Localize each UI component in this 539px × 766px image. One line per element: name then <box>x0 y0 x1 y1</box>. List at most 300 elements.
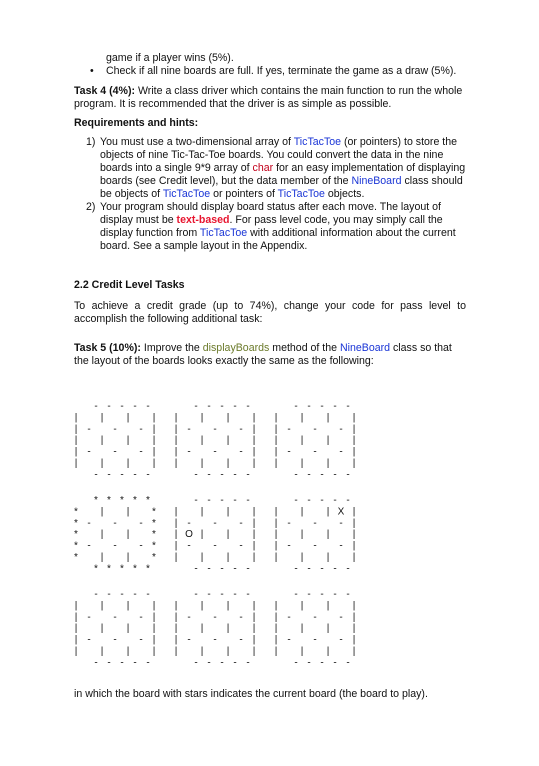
board-cell-pipe: | <box>126 552 130 563</box>
bullet-dot: • <box>90 65 94 77</box>
board-cell-pipe: | <box>126 435 130 447</box>
board-edge-pipe: | <box>352 412 356 424</box>
board-cell-pipe: | <box>300 529 304 541</box>
board-border-dash: - <box>320 401 324 412</box>
board-separator-dash: - <box>87 446 91 458</box>
task5-paragraph <box>74 342 466 368</box>
board-border-dash: - <box>207 469 211 481</box>
board-separator-dash: - <box>139 446 143 458</box>
section-heading: 2.2 Credit Level Tasks <box>74 279 185 291</box>
board-edge-pipe: | <box>74 600 78 612</box>
board-border-dash: - <box>220 589 224 600</box>
class-name-tictactoe: TicTacToe <box>162 188 211 200</box>
current-board-star: * <box>133 563 137 575</box>
current-board-star: * <box>152 529 156 541</box>
board-border-dash: - <box>207 401 211 412</box>
board-separator-dash: - <box>239 634 243 646</box>
board-edge-pipe: | <box>74 423 78 435</box>
board-edge-pipe: | <box>252 458 256 469</box>
board-cell-pipe: | <box>200 646 204 657</box>
board-separator-dash: - <box>139 611 143 623</box>
nine-board-layout-svg <box>74 400 466 682</box>
current-board-star: * <box>74 540 78 552</box>
task4-title: Task 4 (4%): <box>74 85 136 97</box>
board-separator-dash: - <box>187 540 191 552</box>
board-edge-pipe: | <box>352 458 356 469</box>
board-edge-pipe: | <box>352 423 356 435</box>
board-edge-pipe: | <box>174 423 178 435</box>
board-border-dash: - <box>107 469 111 481</box>
board-edge-pipe: | <box>274 458 278 469</box>
board-separator-dash: - <box>287 540 291 552</box>
board-cell-pipe: | <box>226 435 230 447</box>
board-edge-pipe: | <box>152 435 156 447</box>
board-cell-pipe: | <box>100 623 104 635</box>
board-border-dash: - <box>194 563 198 575</box>
board-edge-pipe: | <box>152 611 156 623</box>
task5-text: method of the <box>269 342 340 354</box>
board-separator-dash: - <box>339 540 343 552</box>
board-separator-dash: - <box>139 540 143 552</box>
board-border-dash: - <box>133 469 137 481</box>
current-board-star: * <box>74 552 78 563</box>
document-body <box>74 52 466 368</box>
requirement-number: 1) <box>86 136 96 148</box>
board-separator-dash: - <box>87 423 91 435</box>
board-edge-pipe: | <box>252 506 256 518</box>
current-board-star: * <box>133 495 137 506</box>
board-cell-pipe: | <box>126 506 130 518</box>
board-cell-pipe: | <box>126 623 130 635</box>
board-separator-dash: - <box>213 540 217 552</box>
board-separator-dash: - <box>287 634 291 646</box>
board-border-dash: - <box>246 469 250 481</box>
requirement-item-1 <box>74 136 466 201</box>
board-separator-dash: - <box>113 634 117 646</box>
board-cell-pipe: | <box>226 529 230 541</box>
board-cell-pipe: | <box>126 458 130 469</box>
current-board-star: * <box>152 540 156 552</box>
board-edge-pipe: | <box>274 646 278 657</box>
board-edge-pipe: | <box>274 517 278 529</box>
req-text: or pointers of <box>210 188 278 200</box>
task5-text: class so that the layout of the boards looks exactly the same as the following: <box>74 342 452 367</box>
current-board-star: * <box>120 495 124 506</box>
board-border-dash: - <box>294 657 298 669</box>
board-cell-pipe: | <box>300 552 304 563</box>
board-border-dash: - <box>307 657 311 669</box>
board-cell-pipe: | <box>100 435 104 447</box>
board-separator-dash: - <box>313 540 317 552</box>
board-border-dash: - <box>194 657 198 669</box>
req-text: Your program should display board status after each move. The layout of display must be <box>100 201 441 226</box>
board-border-dash: - <box>94 589 98 600</box>
board-edge-pipe: | <box>152 623 156 635</box>
board-border-dash: - <box>307 563 311 575</box>
board-edge-pipe: | <box>274 634 278 646</box>
bullet-item <box>74 52 466 65</box>
board-border-dash: - <box>133 657 137 669</box>
current-board-star: * <box>146 563 150 575</box>
board-cell-pipe: | <box>226 412 230 424</box>
board-edge-pipe: | <box>174 552 178 563</box>
board-separator-dash: - <box>213 611 217 623</box>
requirement-number: 2) <box>86 201 96 213</box>
board-border-dash: - <box>346 563 350 575</box>
board-border-dash: - <box>233 495 237 506</box>
board-border-dash: - <box>294 589 298 600</box>
board-edge-pipe: | <box>74 446 78 458</box>
req-text: for an easy implementation of displaying boards (see Credit level), but the data member of the <box>100 162 466 187</box>
board-cell-pipe: | <box>326 600 330 612</box>
board-cell-pipe: | <box>100 646 104 657</box>
board-edge-pipe: | <box>274 552 278 563</box>
board-cell-pipe: | <box>326 506 330 518</box>
board-border-dash: - <box>346 495 350 506</box>
class-name-tictactoe: TicTacToe <box>199 227 248 239</box>
board-separator-dash: - <box>87 611 91 623</box>
board-edge-pipe: | <box>174 600 178 612</box>
board-separator-dash: - <box>313 611 317 623</box>
board-separator-dash: - <box>287 446 291 458</box>
board-separator-dash: - <box>313 517 317 529</box>
board-edge-pipe: | <box>274 435 278 447</box>
requirements-heading: Requirements and hints: <box>74 117 199 129</box>
req-text: . For pass level code, you may simply call the display function from <box>100 214 443 239</box>
board-edge-pipe: | <box>174 634 178 646</box>
board-cell-pipe: | <box>300 623 304 635</box>
board-border-dash: - <box>246 589 250 600</box>
board-edge-pipe: | <box>174 529 178 541</box>
board-edge-pipe: | <box>352 611 356 623</box>
bullet-text: game if a player wins (5%). <box>106 52 234 64</box>
board-border-dash: - <box>346 657 350 669</box>
board-separator-dash: - <box>313 634 317 646</box>
board-edge-pipe: | <box>174 412 178 424</box>
board-separator-dash: - <box>339 634 343 646</box>
board-border-dash: - <box>294 469 298 481</box>
board-edge-pipe: | <box>352 446 356 458</box>
board-border-dash: - <box>220 401 224 412</box>
board-cell-pipe: | <box>300 646 304 657</box>
footer-text: in which the board with stars indicates the current board (the board to play). <box>74 688 428 700</box>
board-separator-dash: - <box>239 611 243 623</box>
board-cell-pipe: | <box>326 435 330 447</box>
board-border-dash: - <box>194 401 198 412</box>
board-border-dash: - <box>346 469 350 481</box>
board-cell-pipe: | <box>100 506 104 518</box>
board-separator-dash: - <box>187 634 191 646</box>
board-cell-pipe: | <box>200 552 204 563</box>
board-cell-pipe: | <box>226 646 230 657</box>
board-edge-pipe: | <box>252 600 256 612</box>
board-separator-dash: - <box>113 611 117 623</box>
board-separator-dash: - <box>287 611 291 623</box>
board-cell-pipe: | <box>326 458 330 469</box>
current-board-star: * <box>146 495 150 506</box>
board-edge-pipe: | <box>252 611 256 623</box>
current-board-star: * <box>94 495 98 506</box>
board-border-dash: - <box>120 401 124 412</box>
req-text: (or pointers) to store the objects of nine Tic-Tac-Toe boards. You could convert the data in the nine boards into a single 9*9 array of <box>100 136 458 174</box>
board-border-dash: - <box>194 469 198 481</box>
type-char: char <box>252 162 274 174</box>
board-cell-pipe: | <box>126 412 130 424</box>
board-border-dash: - <box>246 563 250 575</box>
board-border-dash: - <box>220 495 224 506</box>
bullet-text: Check if all nine boards are full. If yes, terminate the game as a draw (5%). <box>106 65 457 77</box>
current-board-star: * <box>120 563 124 575</box>
board-cell-pipe: | <box>200 600 204 612</box>
board-border-dash: - <box>333 469 337 481</box>
board-cell-pipe: | <box>200 506 204 518</box>
board-separator-dash: - <box>313 446 317 458</box>
board-separator-dash: - <box>87 634 91 646</box>
board-edge-pipe: | <box>152 412 156 424</box>
board-separator-dash: - <box>239 540 243 552</box>
board-separator-dash: - <box>139 423 143 435</box>
current-board-star: * <box>74 529 78 541</box>
current-board-star: * <box>152 506 156 518</box>
board-cell-pipe: | <box>100 412 104 424</box>
board-cell-pipe: | <box>100 600 104 612</box>
board-cell-pipe: | <box>200 435 204 447</box>
method-name-displayboards: displayBoards <box>202 342 270 354</box>
current-board-star: * <box>152 517 156 529</box>
board-border-dash: - <box>233 401 237 412</box>
board-edge-pipe: | <box>274 506 278 518</box>
board-edge-pipe: | <box>252 623 256 635</box>
board-edge-pipe: | <box>74 412 78 424</box>
board-separator-dash: - <box>239 517 243 529</box>
board-border-dash: - <box>320 657 324 669</box>
board-separator-dash: - <box>113 540 117 552</box>
board-edge-pipe: | <box>352 517 356 529</box>
board-border-dash: - <box>220 469 224 481</box>
task4-paragraph <box>74 85 466 111</box>
board-separator-dash: - <box>187 423 191 435</box>
board-cell-pipe: | <box>300 412 304 424</box>
board-separator-dash: - <box>287 423 291 435</box>
board-cell-pipe: | <box>226 623 230 635</box>
req-text: You must use a two-dimensional array of <box>100 136 294 148</box>
board-edge-pipe: | <box>174 540 178 552</box>
board-edge-pipe: | <box>252 634 256 646</box>
req-text: with additional information about the current board. See a sample layout in the Appendix. <box>100 227 456 252</box>
current-board-star: * <box>94 563 98 575</box>
board-border-dash: - <box>333 563 337 575</box>
board-edge-pipe: | <box>252 529 256 541</box>
board-separator-dash: - <box>213 634 217 646</box>
board-edge-pipe: | <box>274 623 278 635</box>
board-edge-pipe: | <box>252 412 256 424</box>
board-border-dash: - <box>233 563 237 575</box>
board-cell-pipe: | <box>126 646 130 657</box>
board-cell-pipe: | <box>200 458 204 469</box>
board-edge-pipe: | <box>152 646 156 657</box>
board-edge-pipe: | <box>174 458 178 469</box>
board-border-dash: - <box>194 495 198 506</box>
credit-intro: To achieve a credit grade (up to 74%), change your code for pass level to accomplish the following additional task: <box>74 300 466 325</box>
board-mark: X <box>337 506 345 518</box>
board-cell-pipe: | <box>100 552 104 563</box>
board-edge-pipe: | <box>274 446 278 458</box>
board-edge-pipe: | <box>274 611 278 623</box>
board-border-dash: - <box>307 495 311 506</box>
board-border-dash: - <box>333 401 337 412</box>
req-text: objects. <box>324 188 365 200</box>
board-cell-pipe: | <box>100 529 104 541</box>
board-cell-pipe: | <box>126 600 130 612</box>
board-cell-pipe: | <box>226 600 230 612</box>
board-edge-pipe: | <box>352 529 356 541</box>
board-edge-pipe: | <box>252 552 256 563</box>
board-cell-pipe: | <box>226 506 230 518</box>
board-border-dash: - <box>307 469 311 481</box>
board-cell-pipe: | <box>326 552 330 563</box>
board-border-dash: - <box>207 495 211 506</box>
board-border-dash: - <box>246 401 250 412</box>
board-border-dash: - <box>94 657 98 669</box>
board-separator-dash: - <box>113 517 117 529</box>
board-border-dash: - <box>120 657 124 669</box>
board-separator-dash: - <box>187 446 191 458</box>
board-border-dash: - <box>233 469 237 481</box>
board-cell-pipe: | <box>326 646 330 657</box>
board-cell-pipe: | <box>300 600 304 612</box>
board-border-dash: - <box>146 589 150 600</box>
board-border-dash: - <box>333 589 337 600</box>
board-border-dash: - <box>194 589 198 600</box>
board-border-dash: - <box>320 563 324 575</box>
board-cell-pipe: | <box>300 506 304 518</box>
board-edge-pipe: | <box>274 540 278 552</box>
board-edge-pipe: | <box>352 634 356 646</box>
requirement-item-2 <box>74 201 466 253</box>
board-border-dash: - <box>107 657 111 669</box>
board-border-dash: - <box>120 589 124 600</box>
nine-board-layout <box>74 400 466 682</box>
board-border-dash: - <box>307 589 311 600</box>
current-board-star: * <box>152 552 156 563</box>
current-board-star: * <box>74 517 78 529</box>
board-separator-dash: - <box>213 446 217 458</box>
board-border-dash: - <box>307 401 311 412</box>
board-cell-pipe: | <box>326 529 330 541</box>
board-separator-dash: - <box>187 611 191 623</box>
board-border-dash: - <box>207 657 211 669</box>
board-cell-pipe: | <box>226 458 230 469</box>
board-edge-pipe: | <box>74 458 78 469</box>
board-edge-pipe: | <box>174 446 178 458</box>
board-edge-pipe: | <box>252 540 256 552</box>
board-edge-pipe: | <box>252 517 256 529</box>
board-separator-dash: - <box>239 423 243 435</box>
board-border-dash: - <box>207 589 211 600</box>
board-border-dash: - <box>146 401 150 412</box>
board-border-dash: - <box>94 469 98 481</box>
board-edge-pipe: | <box>352 623 356 635</box>
board-edge-pipe: | <box>74 611 78 623</box>
board-separator-dash: - <box>339 423 343 435</box>
board-border-dash: - <box>246 657 250 669</box>
board-border-dash: - <box>246 495 250 506</box>
board-separator-dash: - <box>139 517 143 529</box>
board-border-dash: - <box>320 589 324 600</box>
class-name-tictactoe: TicTacToe <box>277 188 325 200</box>
board-border-dash: - <box>294 401 298 412</box>
board-edge-pipe: | <box>174 435 178 447</box>
current-board-star: * <box>74 506 78 518</box>
board-edge-pipe: | <box>252 446 256 458</box>
req-text: class should be objects of <box>100 175 463 200</box>
board-edge-pipe: | <box>252 435 256 447</box>
board-cell-pipe: | <box>200 412 204 424</box>
task5-text: Improve the <box>140 342 203 354</box>
board-edge-pipe: | <box>152 446 156 458</box>
board-edge-pipe: | <box>152 458 156 469</box>
board-edge-pipe: | <box>74 646 78 657</box>
board-edge-pipe: | <box>152 634 156 646</box>
board-border-dash: - <box>107 589 111 600</box>
board-border-dash: - <box>320 495 324 506</box>
board-edge-pipe: | <box>352 552 356 563</box>
board-cell-pipe: | <box>326 623 330 635</box>
board-border-dash: - <box>346 589 350 600</box>
board-edge-pipe: | <box>352 600 356 612</box>
board-edge-pipe: | <box>252 646 256 657</box>
board-cell-pipe: | <box>300 458 304 469</box>
board-edge-pipe: | <box>274 412 278 424</box>
board-separator-dash: - <box>87 517 91 529</box>
class-name-nineboard: NineBoard <box>339 342 391 354</box>
board-cell-pipe: | <box>200 623 204 635</box>
board-edge-pipe: | <box>74 634 78 646</box>
board-border-dash: - <box>107 401 111 412</box>
board-separator-dash: - <box>213 423 217 435</box>
board-separator-dash: - <box>113 446 117 458</box>
board-separator-dash: - <box>139 634 143 646</box>
board-separator-dash: - <box>187 517 191 529</box>
board-separator-dash: - <box>113 423 117 435</box>
board-cell-pipe: | <box>100 458 104 469</box>
board-edge-pipe: | <box>74 623 78 635</box>
board-edge-pipe: | <box>174 623 178 635</box>
board-separator-dash: - <box>313 423 317 435</box>
board-edge-pipe: | <box>352 646 356 657</box>
board-edge-pipe: | <box>152 423 156 435</box>
board-separator-dash: - <box>339 446 343 458</box>
board-border-dash: - <box>320 469 324 481</box>
board-separator-dash: - <box>87 540 91 552</box>
class-name-tictactoe: TicTacToe <box>293 136 342 148</box>
board-border-dash: - <box>220 563 224 575</box>
board-separator-dash: - <box>287 517 291 529</box>
board-edge-pipe: | <box>252 423 256 435</box>
board-border-dash: - <box>220 657 224 669</box>
bullet-item <box>74 65 466 78</box>
board-edge-pipe: | <box>352 540 356 552</box>
class-name-nineboard: NineBoard <box>351 175 402 187</box>
board-edge-pipe: | <box>174 646 178 657</box>
board-edge-pipe: | <box>174 517 178 529</box>
board-border-dash: - <box>346 401 350 412</box>
board-border-dash: - <box>146 469 150 481</box>
board-edge-pipe: | <box>174 611 178 623</box>
board-separator-dash: - <box>339 517 343 529</box>
board-border-dash: - <box>133 401 137 412</box>
text-based-emphasis: text-based <box>176 214 230 226</box>
